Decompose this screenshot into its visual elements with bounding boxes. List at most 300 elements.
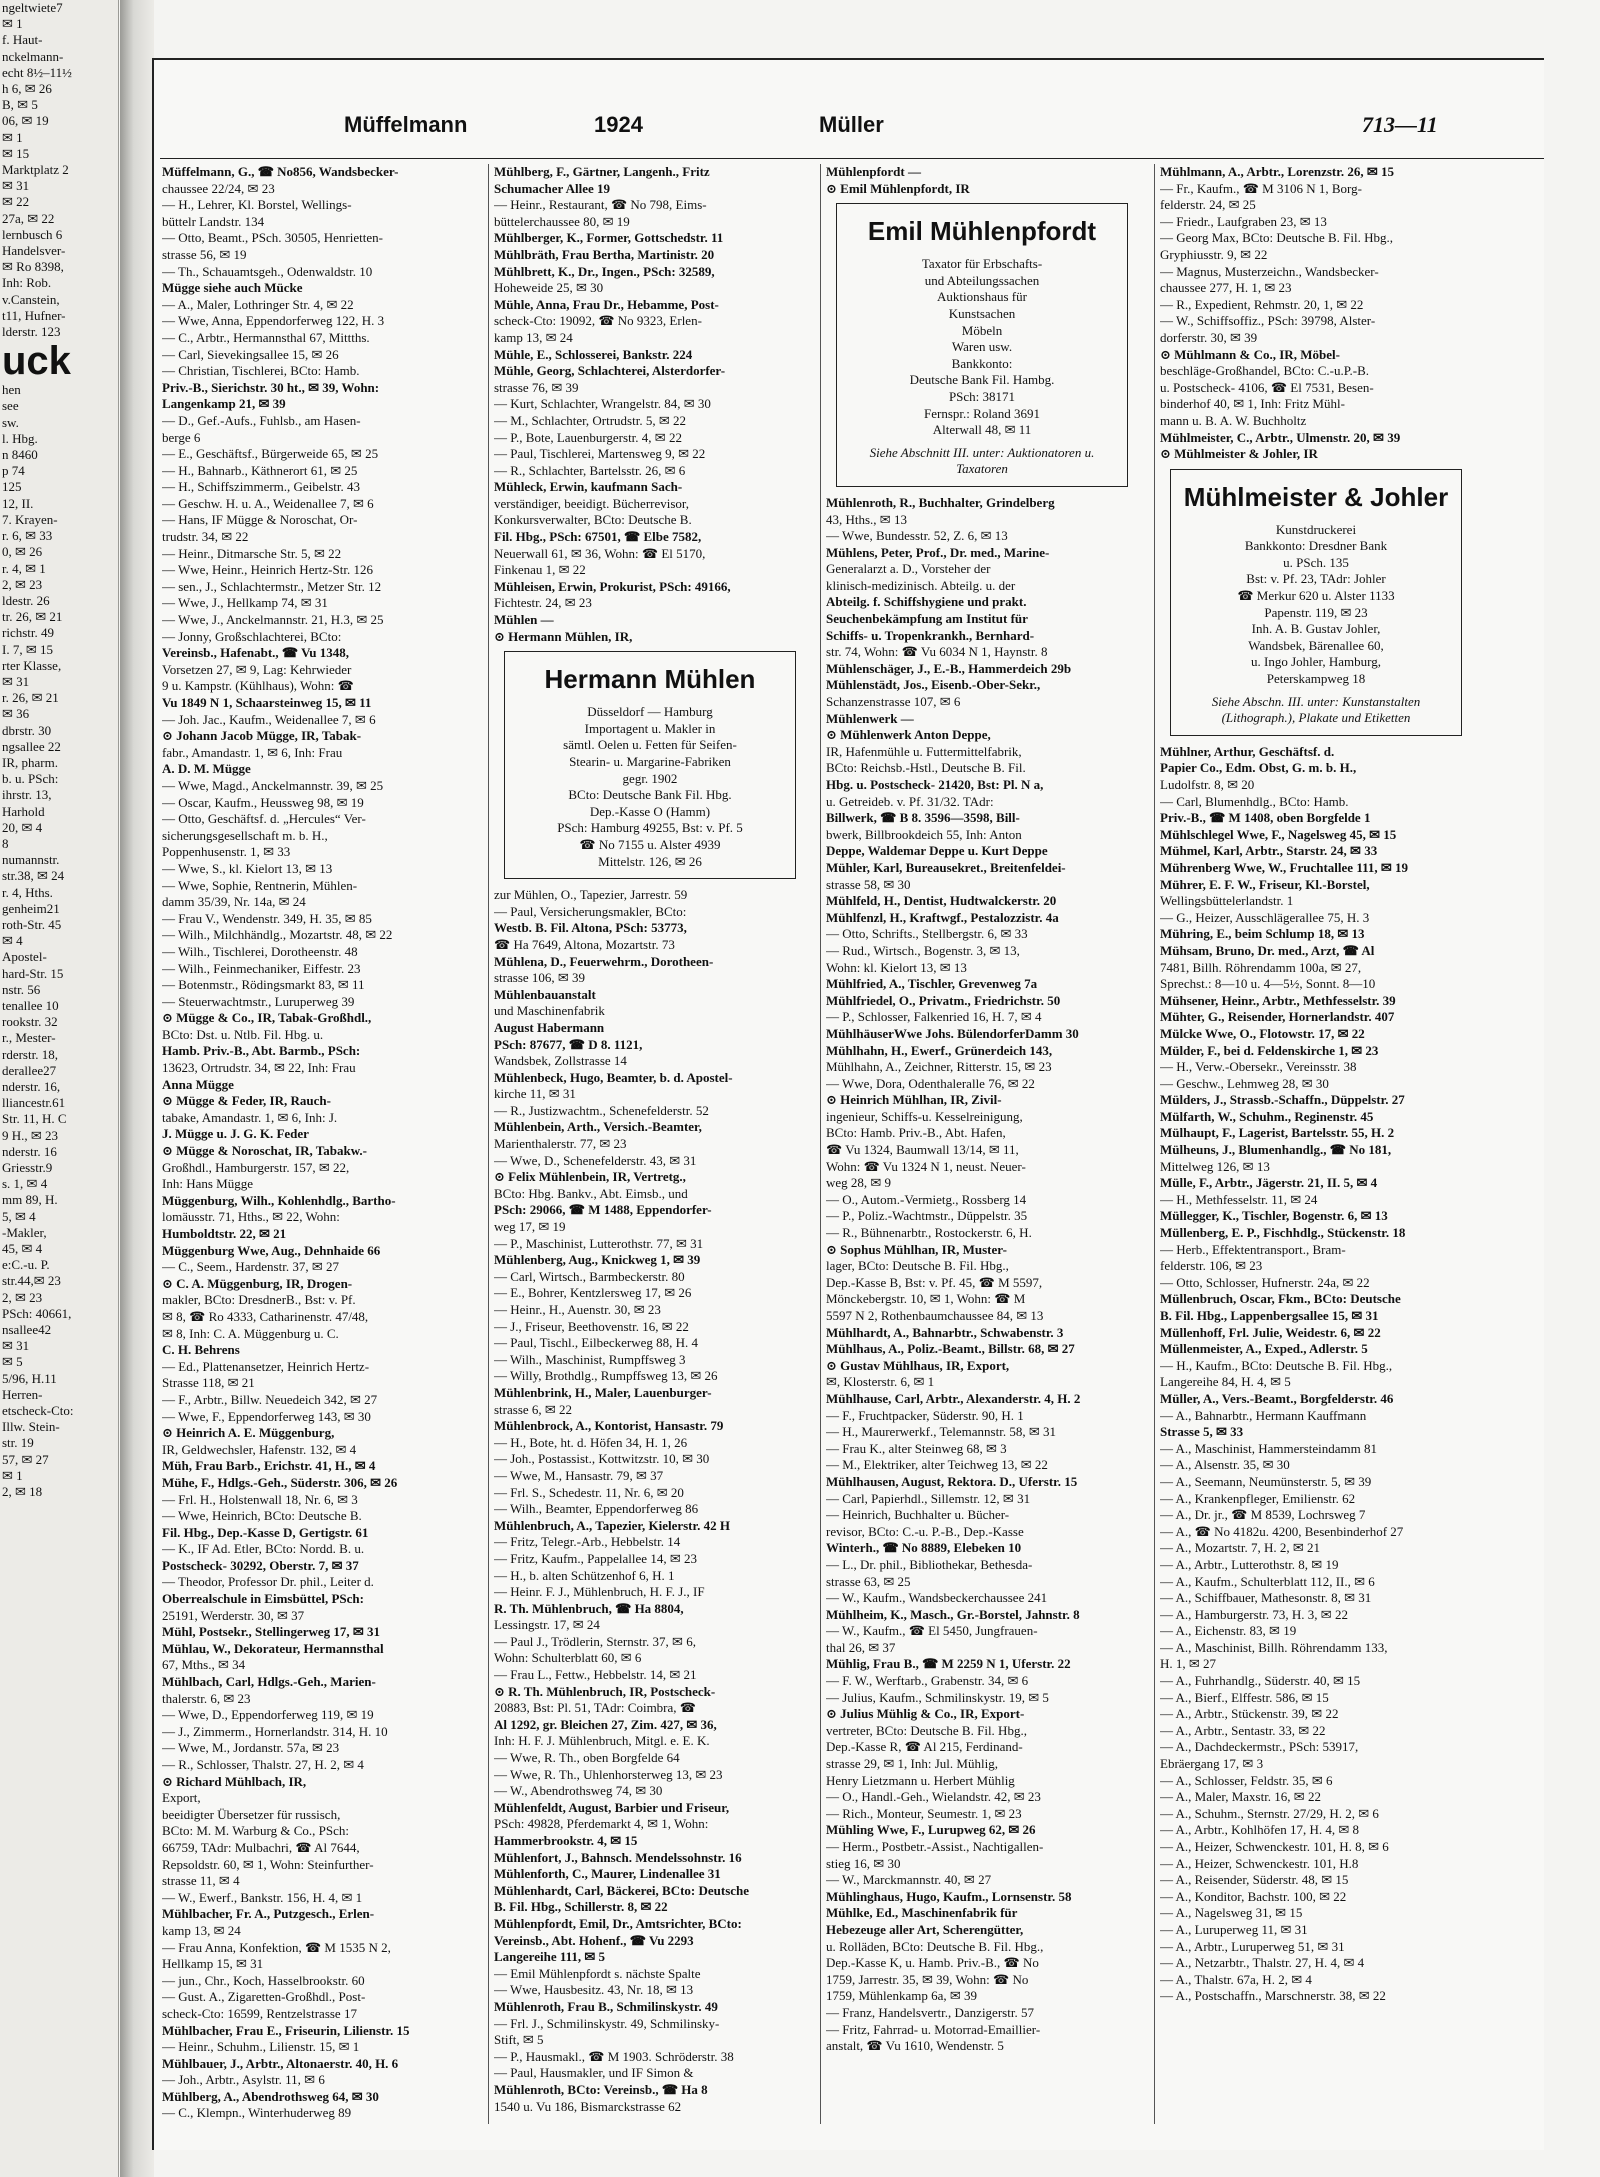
directory-entry-line: felderstr. 106, ✉ 23: [1160, 1258, 1263, 1274]
directory-entry-line: Mühlhaus, A., Poliz.-Beamt., Billstr. 68, ✉ 27: [826, 1341, 1075, 1357]
directory-entry-line: weg 28, ✉ 9: [826, 1175, 892, 1191]
prev-page-line: r. 26, ✉ 21: [2, 690, 59, 706]
advert-line: Düsseldorf — Hamburg: [587, 704, 713, 720]
directory-entry-line: BCto: Hamb. Priv.-B., Abt. Hafen,: [826, 1125, 1006, 1141]
directory-entry-line: makler, BCto: DresdnerB., Bst: v. Pf.: [162, 1292, 356, 1308]
directory-entry-line: Mühlinghaus, Hugo, Kaufm., Lornsenstr. 58: [826, 1888, 1072, 1904]
directory-entry-line: — A., ☎ No 4182u. 4200, Besenbinderhof 27: [1160, 1523, 1404, 1539]
directory-entry-line: Müggenburg, Wilh., Kohlenhdlg., Bartho-: [162, 1192, 396, 1208]
prev-page-line: see: [2, 398, 19, 414]
prev-page-line: Illw. Stein-: [2, 1419, 60, 1435]
directory-entry-line: weg 17, ✉ 19: [494, 1219, 566, 1235]
directory-entry-line: Müggenburg Wwe, Aug., Dehnhaide 66: [162, 1242, 381, 1258]
prev-page-line: Marktplatz 2: [2, 162, 69, 178]
directory-entry-line: Dep.-Kasse B, Bst: v. Pf. 45, ☎ M 5597,: [826, 1274, 1043, 1290]
prev-page-line: ihrstr. 13,: [2, 787, 52, 803]
directory-entry-line: ⊙ Mühlmeister & Johler, IR: [1160, 446, 1318, 462]
directory-entry-line: scheck-Cto: 19092, ☎ No 9323, Erlen-: [494, 313, 702, 329]
directory-entry-line: Müllenbruch, Oscar, Fkm., BCto: Deutsche: [1160, 1291, 1401, 1307]
directory-entry-line: — Steuerwachtmstr., Luruperweg 39: [162, 993, 355, 1009]
prev-page-line: ngsallee 22: [2, 738, 61, 754]
prev-page-line: r. 4, ✉ 1: [2, 560, 46, 576]
advert-line: ☎ No 7155 u. Alster 4939: [579, 836, 721, 852]
directory-entry-line: — A., Fuhrhandlg., Süderstr. 40, ✉ 15: [1160, 1673, 1361, 1689]
directory-entry-line: — Carl, Sievekingsallee 15, ✉ 26: [162, 346, 339, 362]
directory-entry-line: H. 1, ✉ 27: [1160, 1656, 1217, 1672]
directory-entry-line: — E., Geschäftsf., Bürgerweide 65, ✉ 25: [162, 446, 379, 462]
prev-page-line: richstr. 49: [2, 625, 54, 641]
directory-entry-line: Billwerk, ☎ B 8. 3596—3598, Bill-: [826, 810, 1020, 826]
directory-entry-line: — Fritz, Kaufm., Pappelallee 14, ✉ 23: [494, 1550, 697, 1566]
directory-entry-line: — A., Reisender, Süderstr. 48, ✉ 15: [1160, 1872, 1349, 1888]
directory-entry-line: 20883, Bst: Pl. 51, TAdr: Coimbra, ☎: [494, 1700, 696, 1716]
directory-entry-line: ⊙ Johann Jacob Mügge, IR, Tabak-: [162, 728, 362, 744]
directory-entry-line: — A., Seemann, Neumünsterstr. 5, ✉ 39: [1160, 1473, 1372, 1489]
directory-entry-line: ⊙ Julius Mühlig & Co., IR, Export-: [826, 1706, 1025, 1722]
prev-page-line: rookstr. 32: [2, 1014, 58, 1030]
directory-entry-line: — Paul, Tischl., Eilbeckerweg 88, H. 4: [494, 1335, 699, 1351]
prev-page-line: IR, pharm.: [2, 754, 58, 770]
directory-entry-line: — Wilh., Beamter, Eppendorferweg 86: [494, 1501, 699, 1517]
advert-line: Stearin- u. Margarine-Fabriken: [569, 754, 731, 769]
directory-entry-line: Hamb. Priv.-B., Abt. Barmb., PSch:: [162, 1043, 361, 1059]
directory-entry-line: — A., Hamburgerstr. 73, H. 3, ✉ 22: [1160, 1606, 1348, 1622]
prev-page-line: 06, ✉ 19: [2, 113, 49, 129]
directory-entry-line: thal 26, ✉ 37: [826, 1639, 896, 1655]
directory-entry-line: Mühlbach, Carl, Hdlgs.-Geh., Marien-: [162, 1674, 376, 1690]
directory-entry-line: — W., Marckmannstr. 40, ✉ 27: [826, 1872, 992, 1888]
directory-entry-line: — Gust. A., Zigaretten-Großhdl., Post-: [162, 1989, 366, 2005]
directory-entry-line: — D., Gef.-Aufs., Fuhlsb., am Hasen-: [162, 412, 361, 428]
directory-entry-line: R. Th. Mühlenbruch, ☎ Ha 8804,: [494, 1600, 684, 1616]
directory-entry-line: — A., Maler, Lothringer Str. 4, ✉ 22: [162, 296, 354, 312]
prev-page-line: str.44,✉ 23: [2, 1273, 61, 1289]
advert-line: BCto: Deutsche Bank Fil. Hbg.: [568, 787, 732, 803]
directory-entry-line: Anna Mügge: [162, 1076, 234, 1092]
directory-entry-line: ✉ 8, Inh: C. A. Müggenburg u. C.: [162, 1325, 339, 1341]
advert-line: Bankkonto: Dresdner Bank: [1244, 538, 1388, 554]
header-right-keyword: Müller: [819, 112, 884, 137]
directory-entry-line: strasse 6, ✉ 22: [494, 1401, 573, 1417]
directory-entry-line: — Wwe, R. Th., Uhlenhorsterweg 13, ✉ 23: [494, 1766, 723, 1782]
directory-entry-line: — Wwe, Heinrich, BCto: Deutsche B.: [162, 1508, 362, 1524]
directory-entry-line: zur Mühlen, O., Tapezier, Jarrestr. 59: [494, 887, 688, 903]
directory-entry-line: — H., Schiffszimmerm., Geibelstr. 43: [162, 479, 360, 495]
directory-entry-line: — Wwe, J., Hellkamp 74, ✉ 31: [162, 595, 328, 611]
prev-page-line: B, ✉ 5: [2, 97, 38, 113]
directory-entry-line: Müllenhoff, Frl. Julie, Weidestr. 6, ✉ 22: [1160, 1324, 1381, 1340]
directory-entry-line: und Maschinenfabrik: [494, 1003, 605, 1019]
directory-entry-line: ⊙ Sophus Mühlhan, IR, Muster-: [826, 1241, 1007, 1257]
prev-page-line: Handelsver-: [2, 243, 66, 259]
directory-entry-line: Export,: [162, 1790, 201, 1806]
directory-entry-line: — Magnus, Musterzeichn., Wandsbecker-: [1160, 263, 1379, 279]
directory-entry-line: — Wwe, M., Hansastr. 79, ✉ 37: [494, 1467, 664, 1483]
directory-entry-line: — Frl. H., Holstenwall 18, Nr. 6, ✉ 3: [162, 1491, 358, 1507]
directory-entry-line: Lessingstr. 17, ✉ 24: [494, 1617, 600, 1633]
directory-entry-line: — Heinr., H., Auenstr. 30, ✉ 23: [494, 1302, 661, 1317]
directory-entry-line: — Heinr. F. J., Mühlenbruch, H. F. J., IF: [494, 1584, 705, 1600]
directory-entry-line: — A., Arbtr., Kohlhöfen 17, H. 4, ✉ 8: [1160, 1822, 1360, 1838]
directory-entry-line: — Joh., Arbtr., Asylstr. 11, ✉ 6: [162, 2072, 325, 2088]
directory-entry-line: — K., IF Ad. Etler, BCto: Nordd. B. u.: [162, 1541, 365, 1557]
directory-entry-line: Mühlenstädt, Jos., Eisenb.-Ober-Sekr.,: [826, 677, 1041, 693]
directory-entry-line: Mühlig, Frau B., ☎ M 2259 N 1, Uferstr. 22: [826, 1656, 1071, 1672]
directory-entry-line: B. Fil. Hbg., Lappenbergsallee 15, ✉ 31: [1160, 1308, 1379, 1323]
directory-entry-line: Mülhaupt, F., Lagerist, Bartelsstr. 55, H. 2: [1160, 1125, 1395, 1141]
directory-entry-line: Papier Co., Edm. Obst, G. m. b. H.,: [1160, 760, 1357, 776]
directory-entry-line: — P., Schlosser, Falkenried 16, H. 7, ✉ 4: [826, 1009, 1042, 1025]
directory-entry-line: Wandsbek, Zollstrasse 14: [494, 1053, 627, 1069]
prev-page-line: ✉ 4: [2, 933, 23, 949]
prev-page-line: Griesstr.9: [2, 1160, 53, 1176]
directory-entry-line: — Herm., Postbetr.-Assist., Nachtigallen-: [826, 1839, 1044, 1854]
directory-entry-line: 67, Mths., ✉ 34: [162, 1657, 246, 1673]
directory-entry-line: ⊙ Felix Mühlenbein, IR, Vertretg.,: [494, 1169, 686, 1185]
directory-entry-line: mann u. B. A. W. Buchholtz: [1160, 412, 1307, 428]
directory-entry-line: — Heinr., Restaurant, ☎ No 798, Eims-: [494, 197, 707, 213]
directory-entry-line: Mühlenbeck, Hugo, Beamter, b. d. Apostel-: [494, 1069, 733, 1085]
directory-entry-line: — L., Dr. phil., Bibliothekar, Bethesda-: [826, 1556, 1033, 1572]
directory-entry-line: Großhdl., Hamburgerstr. 157, ✉ 22,: [162, 1159, 350, 1175]
directory-entry-line: — A., Maschinist, Hammersteindamm 81: [1160, 1440, 1378, 1456]
directory-entry-line: PSch: 49828, Pferdemarkt 4, ✉ 1, Wohn:: [494, 1816, 709, 1832]
directory-entry-line: ☎ Vu 1324, Baumwall 13/14, ✉ 11,: [826, 1142, 1019, 1158]
directory-entry-line: thalerstr. 6, ✉ 23: [162, 1690, 251, 1706]
directory-entry-line: — Frl. S., Schedestr. 11, Nr. 6, ✉ 20: [494, 1484, 684, 1500]
directory-entry-line: Mühlfriedel, O., Privatm., Friedrichstr. 50: [826, 992, 1061, 1008]
directory-entry-line: — Willy, Brothdlg., Rumpffsweg 13, ✉ 26: [494, 1368, 718, 1384]
directory-entry-line: kamp 13, ✉ 24: [162, 1922, 241, 1938]
directory-entry-line: Sprechst.: 8—10 u. 4—5½, Sonnt. 8—10: [1160, 976, 1376, 992]
prev-page-line: numannstr.: [2, 852, 60, 868]
directory-entry-line: — Frau K., alter Steinweg 68, ✉ 3: [826, 1440, 1007, 1456]
directory-entry-line: — M., Schlachter, Ortrudstr. 5, ✉ 22: [494, 412, 686, 428]
advert-line: Papenstr. 119, ✉ 23: [1264, 604, 1368, 620]
directory-entry-line: u. Rolläden, BCto: Deutsche B. Fil. Hbg.,: [826, 1938, 1044, 1954]
advert-note: Siehe Abschn. III. unter: Kunstanstalten (Lithograph.), Plakate und Etiketten: [1211, 693, 1421, 726]
directory-entry-line: ⊙ Richard Mühlbach, IR,: [162, 1773, 307, 1789]
directory-entry-line: Strasse 5, ✉ 33: [1160, 1424, 1244, 1440]
directory-entry-line: Mühlenpfordt, Emil, Dr., Amtsrichter, BCto:: [494, 1915, 742, 1931]
advert-title: Hermann Mühlen: [544, 664, 756, 695]
directory-entry-line: Fil. Hbg., PSch: 67501, ☎ Elbe 7582,: [494, 529, 702, 545]
directory-entry-line: — R., Expedient, Rehmstr. 20, 1, ✉ 22: [1160, 296, 1364, 312]
directory-entry-line: Mühlbräth, Frau Bertha, Martinistr. 20: [494, 246, 715, 262]
prev-page-line: ✉ 22: [2, 194, 30, 210]
directory-entry-line: Mühlschlegel Wwe, F., Nagelsweg 45, ✉ 15: [1160, 826, 1397, 842]
directory-entry-line: Wohn: kl. Kielort 13, ✉ 13: [826, 959, 967, 975]
advert-line: ☎ Merkur 620 u. Alster 1133: [1237, 588, 1395, 604]
directory-entry-line: ⊙ Mügge & Noroschat, IR, Tabakw.-: [162, 1143, 367, 1159]
book-gutter: [120, 0, 154, 2177]
directory-entry-line: — H., Bahnarb., Käthnerort 61, ✉ 25: [162, 462, 358, 478]
directory-entry-line: — Wwe, Heinr., Heinrich Hertz-Str. 126: [162, 562, 373, 578]
directory-entry-line: Deppe, Waldemar Deppe u. Kurt Deppe: [826, 843, 1048, 859]
directory-entry-line: Mühlenroth, Frau B., Schmilinskystr. 49: [494, 1998, 718, 2014]
directory-entry-line: büttelerchaussee 80, ✉ 19: [494, 213, 630, 229]
prev-page-line: ✉ 1: [2, 129, 23, 145]
directory-entry-line: Mühlhause, Carl, Arbtr., Alexanderstr. 4, H. 2: [826, 1390, 1081, 1406]
directory-entry-line: Mühter, G., Reisender, Hornerlandstr. 407: [1160, 1009, 1395, 1025]
directory-entry-line: BCto: Dst. u. Ntlb. Fil. Hbg. u.: [162, 1026, 324, 1042]
directory-entry-line: Vereinsb., Abt. Hohenf., ☎ Vu 2293: [494, 1932, 694, 1948]
directory-entry-line: Mülle, F., Arbtr., Jägerstr. 21, II. 5, ✉ 4: [1160, 1175, 1378, 1191]
directory-entry-line: — Oscar, Kaufm., Heussweg 98, ✉ 19: [162, 794, 364, 810]
directory-entry-line: C. H. Behrens: [162, 1342, 240, 1358]
directory-entry-line: — Joh., Postassist., Kottwitzstr. 10, ✉ 30: [494, 1451, 710, 1467]
directory-entry-line: verständiger, beeidigt. Bücherrevisor,: [494, 495, 689, 511]
prev-page-line: e:C.-u. P.: [2, 1257, 50, 1273]
directory-entry-line: — Heinr., Ditmarsche Str. 5, ✉ 22: [162, 545, 342, 561]
prev-page-line: nsallee42: [2, 1322, 52, 1338]
prev-page-line: 2, ✉ 18: [2, 1484, 43, 1500]
directory-entry-line: 1759, Jarrestr. 35, ✉ 39, Wohn: ☎ No: [826, 1971, 1029, 1987]
directory-entry-line: Mühlhahn, A., Zeichner, Ritterstr. 15, ✉ 23: [826, 1059, 1052, 1075]
prev-page-line: 2, ✉ 23: [2, 576, 43, 592]
directory-entry-line: — Th., Schauamtsgeh., Odenwaldstr. 10: [162, 263, 373, 279]
directory-entry-line: Westb. B. Fil. Altona, PSch: 53773,: [494, 920, 687, 936]
header-rule: [160, 158, 1544, 159]
directory-entry-line: fabr., Amandastr. 1, ✉ 6, Inh: Frau: [162, 744, 343, 760]
directory-entry-line: — A., Schuhm., Sternstr. 27/29, H. 2, ✉ 6: [1160, 1805, 1379, 1821]
directory-entry-line: — J., Friseur, Beethovenstr. 16, ✉ 22: [494, 1318, 689, 1334]
directory-entry-line: — Wwe, Dora, Odenthaleralle 76, ✉ 22: [826, 1075, 1035, 1091]
directory-entry-line: Humboldtstr. 22, ✉ 21: [162, 1226, 287, 1241]
directory-entry-line: IR, Geldwechsler, Hafenstr. 132, ✉ 4: [162, 1441, 357, 1457]
advert-note: Siehe Abschnitt III. unter: Auktionatoren u. Taxatoren: [869, 444, 1095, 477]
directory-entry-line: — H., Methfesselstr. 11, ✉ 24: [1160, 1191, 1318, 1207]
directory-entry-line: Mühlenforth, C., Maurer, Lindenallee 31: [494, 1866, 721, 1882]
directory-entry-line: Mühleisen, Erwin, Prokurist, PSch: 49166,: [494, 578, 731, 594]
directory-entry-line: — A., Postschaffn., Marschnerstr. 38, ✉ 22: [1160, 1988, 1386, 2004]
prev-page-line: ✉ Ro 8398,: [2, 259, 64, 275]
directory-entry-line: — A., Heizer, Schwenckestr. 101, H. 8, ✉ 6: [1160, 1839, 1389, 1854]
directory-entry-line: Dep.-Kasse R, ☎ Al 215, Ferdinand-: [826, 1739, 1023, 1755]
directory-entry-line: ⊙ Mügge & Feder, IR, Rauch-: [162, 1093, 331, 1109]
directory-entry-line: Mühl, Postsekr., Stellingerweg 17, ✉ 31: [162, 1624, 381, 1640]
directory-entry-line: Mühling Wwe, F., Lurupweg 62, ✉ 26: [826, 1822, 1036, 1838]
directory-entry-line: — H., b. alten Schützenhof 6, H. 1: [494, 1567, 675, 1583]
prev-page-line: l. Hbg.: [2, 430, 38, 446]
prev-page-line: ldestr. 26: [2, 592, 50, 608]
directory-entry-line: Mühlenbruch, A., Tapezier, Kielerstr. 42 H: [494, 1517, 730, 1533]
directory-entry-line: — Otto, Schlosser, Hufnerstr. 24a, ✉ 22: [1160, 1274, 1370, 1290]
directory-entry-line: Mühlhardt, A., Bahnarbtr., Schwabenstr. 3: [826, 1324, 1064, 1340]
directory-entry-line: — H., Kaufm., BCto: Deutsche B. Fil. Hbg.,: [1160, 1357, 1393, 1373]
directory-entry-line: A. D. M. Mügge: [162, 761, 251, 777]
directory-entry-line: lomäusstr. 71, Hths., ✉ 22, Wohn:: [162, 1209, 340, 1225]
directory-entry-line: Mittelweg 126, ✉ 13: [1160, 1158, 1270, 1174]
directory-entry-line: August Habermann: [494, 1019, 605, 1035]
directory-entry-line: strasse 63, ✉ 25: [826, 1573, 911, 1589]
directory-entry-line: Mühle, E., Schlosserei, Bankstr. 224: [494, 346, 693, 362]
directory-entry-line: — Wilh., Feinmechaniker, Eiffestr. 23: [162, 960, 361, 976]
directory-entry-line: — A., Nagelsweg 31, ✉ 15: [1160, 1905, 1303, 1921]
advert-line: Bst: v. Pf. 23, TAdr: Johler: [1246, 571, 1386, 587]
directory-entry-line: Wohn: Schulterblatt 60, ✉ 6: [494, 1650, 642, 1666]
prev-page-line: t11, Hufner-: [2, 307, 66, 323]
prev-page-line: 9 H., ✉ 23: [2, 1127, 59, 1143]
prev-page-line: nderstr. 16,: [2, 1079, 61, 1094]
directory-entry-line: — G., Heizer, Ausschlägerallee 75, H. 3: [1160, 909, 1370, 925]
header-year: 1924: [594, 112, 643, 137]
directory-entry-line: lager, BCto: Deutsche B. Fil. Hbg.,: [826, 1258, 1009, 1274]
directory-entry-line: BCto: M. M. Warburg & Co., PSch:: [162, 1823, 349, 1839]
directory-entry-line: — Frau L., Fettw., Hebbelstr. 14, ✉ 21: [494, 1667, 697, 1683]
directory-entry-line: — Frau V., Wendenstr. 349, H. 35, ✉ 85: [162, 910, 372, 926]
directory-entry-line: Stift, ✉ 5: [494, 2032, 544, 2048]
directory-entry-line: Mühlberger, K., Former, Gottschedstr. 11: [494, 230, 724, 246]
prev-page-line: mm 89, H.: [2, 1192, 58, 1208]
prev-page-line: str. 19: [2, 1435, 34, 1451]
directory-entry-line: Mühlbacher, Fr. A., Putzgesch., Erlen-: [162, 1906, 375, 1922]
directory-entry-line: — E., Bohrer, Kentzlersweg 17, ✉ 26: [494, 1285, 692, 1301]
directory-entry-line: — Wwe, D., Eppendorferweg 119, ✉ 19: [162, 1707, 374, 1723]
column-1: [162, 164, 474, 2144]
directory-entry-line: Mühlenschäger, J., E.-B., Hammerdeich 29b: [826, 660, 1072, 676]
prev-page-line: roth-Str. 45: [2, 916, 62, 932]
directory-entry-line: strasse 29, ✉ 1, Inh: Jul. Mühlig,: [826, 1756, 998, 1772]
directory-entry-line: Marienthalerstr. 77, ✉ 23: [494, 1136, 627, 1152]
prev-page-line: hen: [2, 382, 21, 398]
directory-entry-line: Inh: H. F. J. Mühlenbruch, Mitgl. e. E. K.: [494, 1733, 710, 1749]
column-2: [494, 164, 806, 2144]
directory-entry-line: — C., Arbtr., Hermannsthal 67, Mittths.: [162, 329, 370, 345]
directory-entry-line: vertreter, BCto: Deutsche B. Fil. Hbg.,: [826, 1722, 1027, 1738]
directory-entry-line: — Wwe, J., Anckelmannstr. 21, H.3, ✉ 25: [162, 612, 384, 628]
directory-entry-line: Mühlenbrink, H., Maler, Lauenburger-: [494, 1384, 712, 1400]
directory-entry-line: Vereinsb., Hafenabt., ☎ Vu 1348,: [162, 645, 350, 661]
directory-entry-line: — Wwe, Anna, Eppendorferweg 122, H. 3: [162, 313, 385, 329]
directory-entry-line: sicherungsgesellschaft m. b. H.,: [162, 827, 328, 843]
directory-entry-line: Schiffs- u. Tropenkrankh., Bernhard-: [826, 627, 1035, 643]
directory-entry-line: Mühlenbein, Arth., Versich.-Beamter,: [494, 1119, 702, 1135]
prev-page-line: PSch: 40661,: [2, 1305, 72, 1321]
directory-entry-line: BCto: Hbg. Bankv., Abt. Eimsb., und: [494, 1185, 688, 1201]
directory-entry-line: Mühlke, Ed., Maschinenfabrik für: [826, 1905, 1018, 1921]
directory-entry-line: — Wwe, M., Jordanstr. 57a, ✉ 23: [162, 1740, 340, 1756]
directory-entry-line: Priv.-B., Sierichstr. 30 ht., ✉ 39, Wohn:: [162, 379, 380, 395]
directory-entry-line: — H., Bote, ht. d. Höfen 34, H. 1, 26: [494, 1434, 688, 1450]
directory-entry-line: strasse 106, ✉ 39: [494, 970, 586, 986]
directory-entry-line: — Heinrich, Buchhalter u. Bücher-: [826, 1507, 1010, 1523]
directory-entry-line: — W., Kaufm., ☎ El 5450, Jungfrauen-: [826, 1623, 1038, 1639]
directory-entry-line: — A., Schlosser, Feldstr. 35, ✉ 6: [1160, 1772, 1333, 1788]
directory-entry-line: BCto: Reichsb.-Hstl., Deutsche B. Fil.: [826, 760, 1026, 776]
directory-entry-line: Mühlenfeldt, August, Barbier und Friseur,: [494, 1799, 730, 1815]
prev-page-line: r., Mester-: [2, 1030, 56, 1046]
directory-entry-line: ⊙ Hermann Mühlen, IR,: [494, 628, 633, 644]
directory-entry-line: — A., Bierf., Elffestr. 586, ✉ 15: [1160, 1689, 1329, 1705]
prev-page-line: I. 7, ✉ 15: [2, 641, 53, 657]
directory-entry-line: ⊙ Mühlmann & Co., IR, Möbel-: [1160, 346, 1340, 362]
prev-page-line: echt 8½–11½: [2, 64, 72, 80]
prev-page-line: uck: [2, 339, 71, 384]
directory-entry-line: berge 6: [162, 429, 201, 445]
directory-entry-line: Fichtestr. 24, ✉ 23: [494, 595, 592, 611]
advert-title: Emil Mühlenpfordt: [867, 216, 1097, 247]
advert-line: gegr. 1902: [622, 770, 678, 786]
directory-entry-line: Hebezeuge aller Art, Scherengütter,: [826, 1921, 1024, 1937]
prev-page-line: Harhold: [2, 803, 45, 819]
prev-page-line: ngeltwiete7: [2, 0, 63, 15]
directory-entry-line: — Carl, Papierhdl., Sillemstr. 12, ✉ 31: [826, 1490, 1031, 1506]
directory-entry-line: — jun., Chr., Koch, Hasselbrookstr. 60: [162, 1972, 365, 1988]
directory-entry-line: Schumacher Allee 19: [494, 180, 611, 196]
directory-entry-line: — A., Krankenpfleger, Emilienstr. 62: [1160, 1490, 1356, 1506]
directory-entry-line: Hbg. u. Postscheck- 21420, Bst: Pl. N a,: [826, 777, 1044, 792]
directory-entry-line: ⊙ Mügge & Co., IR, Tabak-Großhdl.,: [162, 1010, 372, 1026]
advert-line: PSch: Hamburg 49255, Bst: v. Pf. 5: [557, 820, 743, 836]
directory-entry-line: — Wilh., Milchhändlg., Mozartstr. 48, ✉ 22: [162, 927, 393, 943]
directory-entry-line: revisor, BCto: C.-u. P.-B., Dep.-Kasse: [826, 1523, 1024, 1539]
directory-entry-line: Gryphiusstr. 9, ✉ 22: [1160, 246, 1268, 262]
prev-page-line: nckelmann-: [2, 48, 64, 64]
directory-entry-line: — A., Mozartstr. 7, H. 2, ✉ 21: [1160, 1540, 1321, 1556]
directory-entry-line: Mühlfried, A., Tischler, Grevenweg 7a: [826, 976, 1038, 992]
directory-entry-line: — H., Maurerwerkf., Telemannstr. 58, ✉ 31: [826, 1424, 1056, 1440]
directory-entry-line: Mühlbauer, J., Arbtr., Altonaerstr. 40, H. 6: [162, 2055, 399, 2071]
directory-entry-line: Hammerbrookstr. 4, ✉ 15: [494, 1833, 638, 1848]
prev-page-line: tenallee 10: [2, 997, 59, 1013]
directory-entry-line: kirche 11, ✉ 31: [494, 1086, 576, 1102]
directory-entry-line: Mühle, Anna, Frau Dr., Hebamme, Post-: [494, 296, 719, 312]
prev-page-line: rderstr. 18,: [2, 1046, 58, 1062]
directory-entry-line: MühlhäuserWwe Johs. BülendorferDamm 30: [826, 1025, 1079, 1041]
directory-entry-line: — Wwe, Hausbesitz. 43, Nr. 18, ✉ 13: [494, 1982, 694, 1998]
directory-entry-line: Mühlenbrock, A., Kontorist, Hansastr. 79: [494, 1418, 724, 1434]
column-4: [1160, 164, 1472, 2144]
directory-entry-line: Müllenberg, E. P., Fischhdlg., Stückenstr. 18: [1160, 1225, 1406, 1241]
directory-entry-line: Konkursverwalter, BCto: Deutsche B.: [494, 512, 692, 528]
directory-entry-line: Mühler, Karl, Bureausekret., Breitenfeldei-: [826, 859, 1066, 875]
directory-entry-line: chaussee 277, H. 1, ✉ 23: [1160, 280, 1292, 296]
directory-entry-line: — A., Arbtr., Stückenstr. 39, ✉ 22: [1160, 1706, 1339, 1722]
directory-entry-line: — Paul J., Trödlerin, Sternstr. 37, ✉ 6,: [494, 1633, 696, 1649]
directory-entry-line: — Rud., Wirtsch., Bogenstr. 3, ✉ 13,: [826, 942, 1020, 958]
directory-entry-line: — A., Maschinist, Billh. Röhrendamm 133,: [1160, 1639, 1388, 1655]
directory-entry-line: Mühlenroth, R., Buchhalter, Grindelberg: [826, 494, 1055, 510]
advert-line: PSch: 38171: [948, 388, 1016, 404]
advert-line: Dep.-Kasse O (Hamm): [589, 803, 711, 819]
directory-entry-line: — Wwe, Magd., Anckelmannstr. 39, ✉ 25: [162, 777, 384, 793]
directory-entry-line: — W., Kaufm., Wandsbeckerchaussee 241: [826, 1590, 1048, 1606]
directory-entry-line: büttelr Landstr. 134: [162, 213, 265, 229]
directory-entry-line: Mühlmann, A., Arbtr., Lorenzstr. 26, ✉ 15: [1160, 164, 1394, 179]
advert-line: Peterskampweg 18: [1266, 671, 1366, 687]
directory-entry-line: 25191, Werderstr. 30, ✉ 37: [162, 1607, 305, 1623]
directory-entry-line: — Paul, Hausmakler, und IF Simon &: [494, 2065, 694, 2081]
prev-page-line: ✉ 31: [2, 1338, 30, 1354]
advert-line: Wandsbek, Bärenallee 60,: [1248, 637, 1384, 653]
directory-entry-line: kamp 13, ✉ 24: [494, 329, 573, 345]
prev-page-line: 0, ✉ 26: [2, 544, 43, 560]
prev-page-line: -Makler,: [2, 1224, 47, 1240]
advert-line: u. PSch. 135: [1283, 554, 1349, 570]
directory-entry-line: beeidigter Übersetzer für russisch,: [162, 1806, 341, 1822]
directory-entry-line: — A., Luruperweg 11, ✉ 31: [1160, 1921, 1308, 1937]
directory-entry-line: Müh, Frau Barb., Erichstr. 41, H., ✉ 4: [162, 1458, 376, 1474]
directory-page: [152, 58, 1544, 2150]
prev-page-line: ✉ 15: [2, 145, 30, 161]
directory-entry-line: beschläge-Großhandel, BCto: C.-u.P.-B.: [1160, 363, 1370, 379]
directory-entry-line: — A., Arbtr., Lutterothstr. 8, ✉ 19: [1160, 1556, 1339, 1572]
directory-entry-line: ingenieur, Schiffs-u. Kesselreinigung,: [826, 1108, 1023, 1124]
directory-entry-line: 7481, Billh. Röhrendamm 100a, ✉ 27,: [1160, 959, 1362, 975]
advert-title: Mühlmeister & Johler: [1183, 481, 1449, 512]
directory-entry-line: binderhof 40, ✉ 1, Inh: Fritz Mühl-: [1160, 396, 1345, 412]
